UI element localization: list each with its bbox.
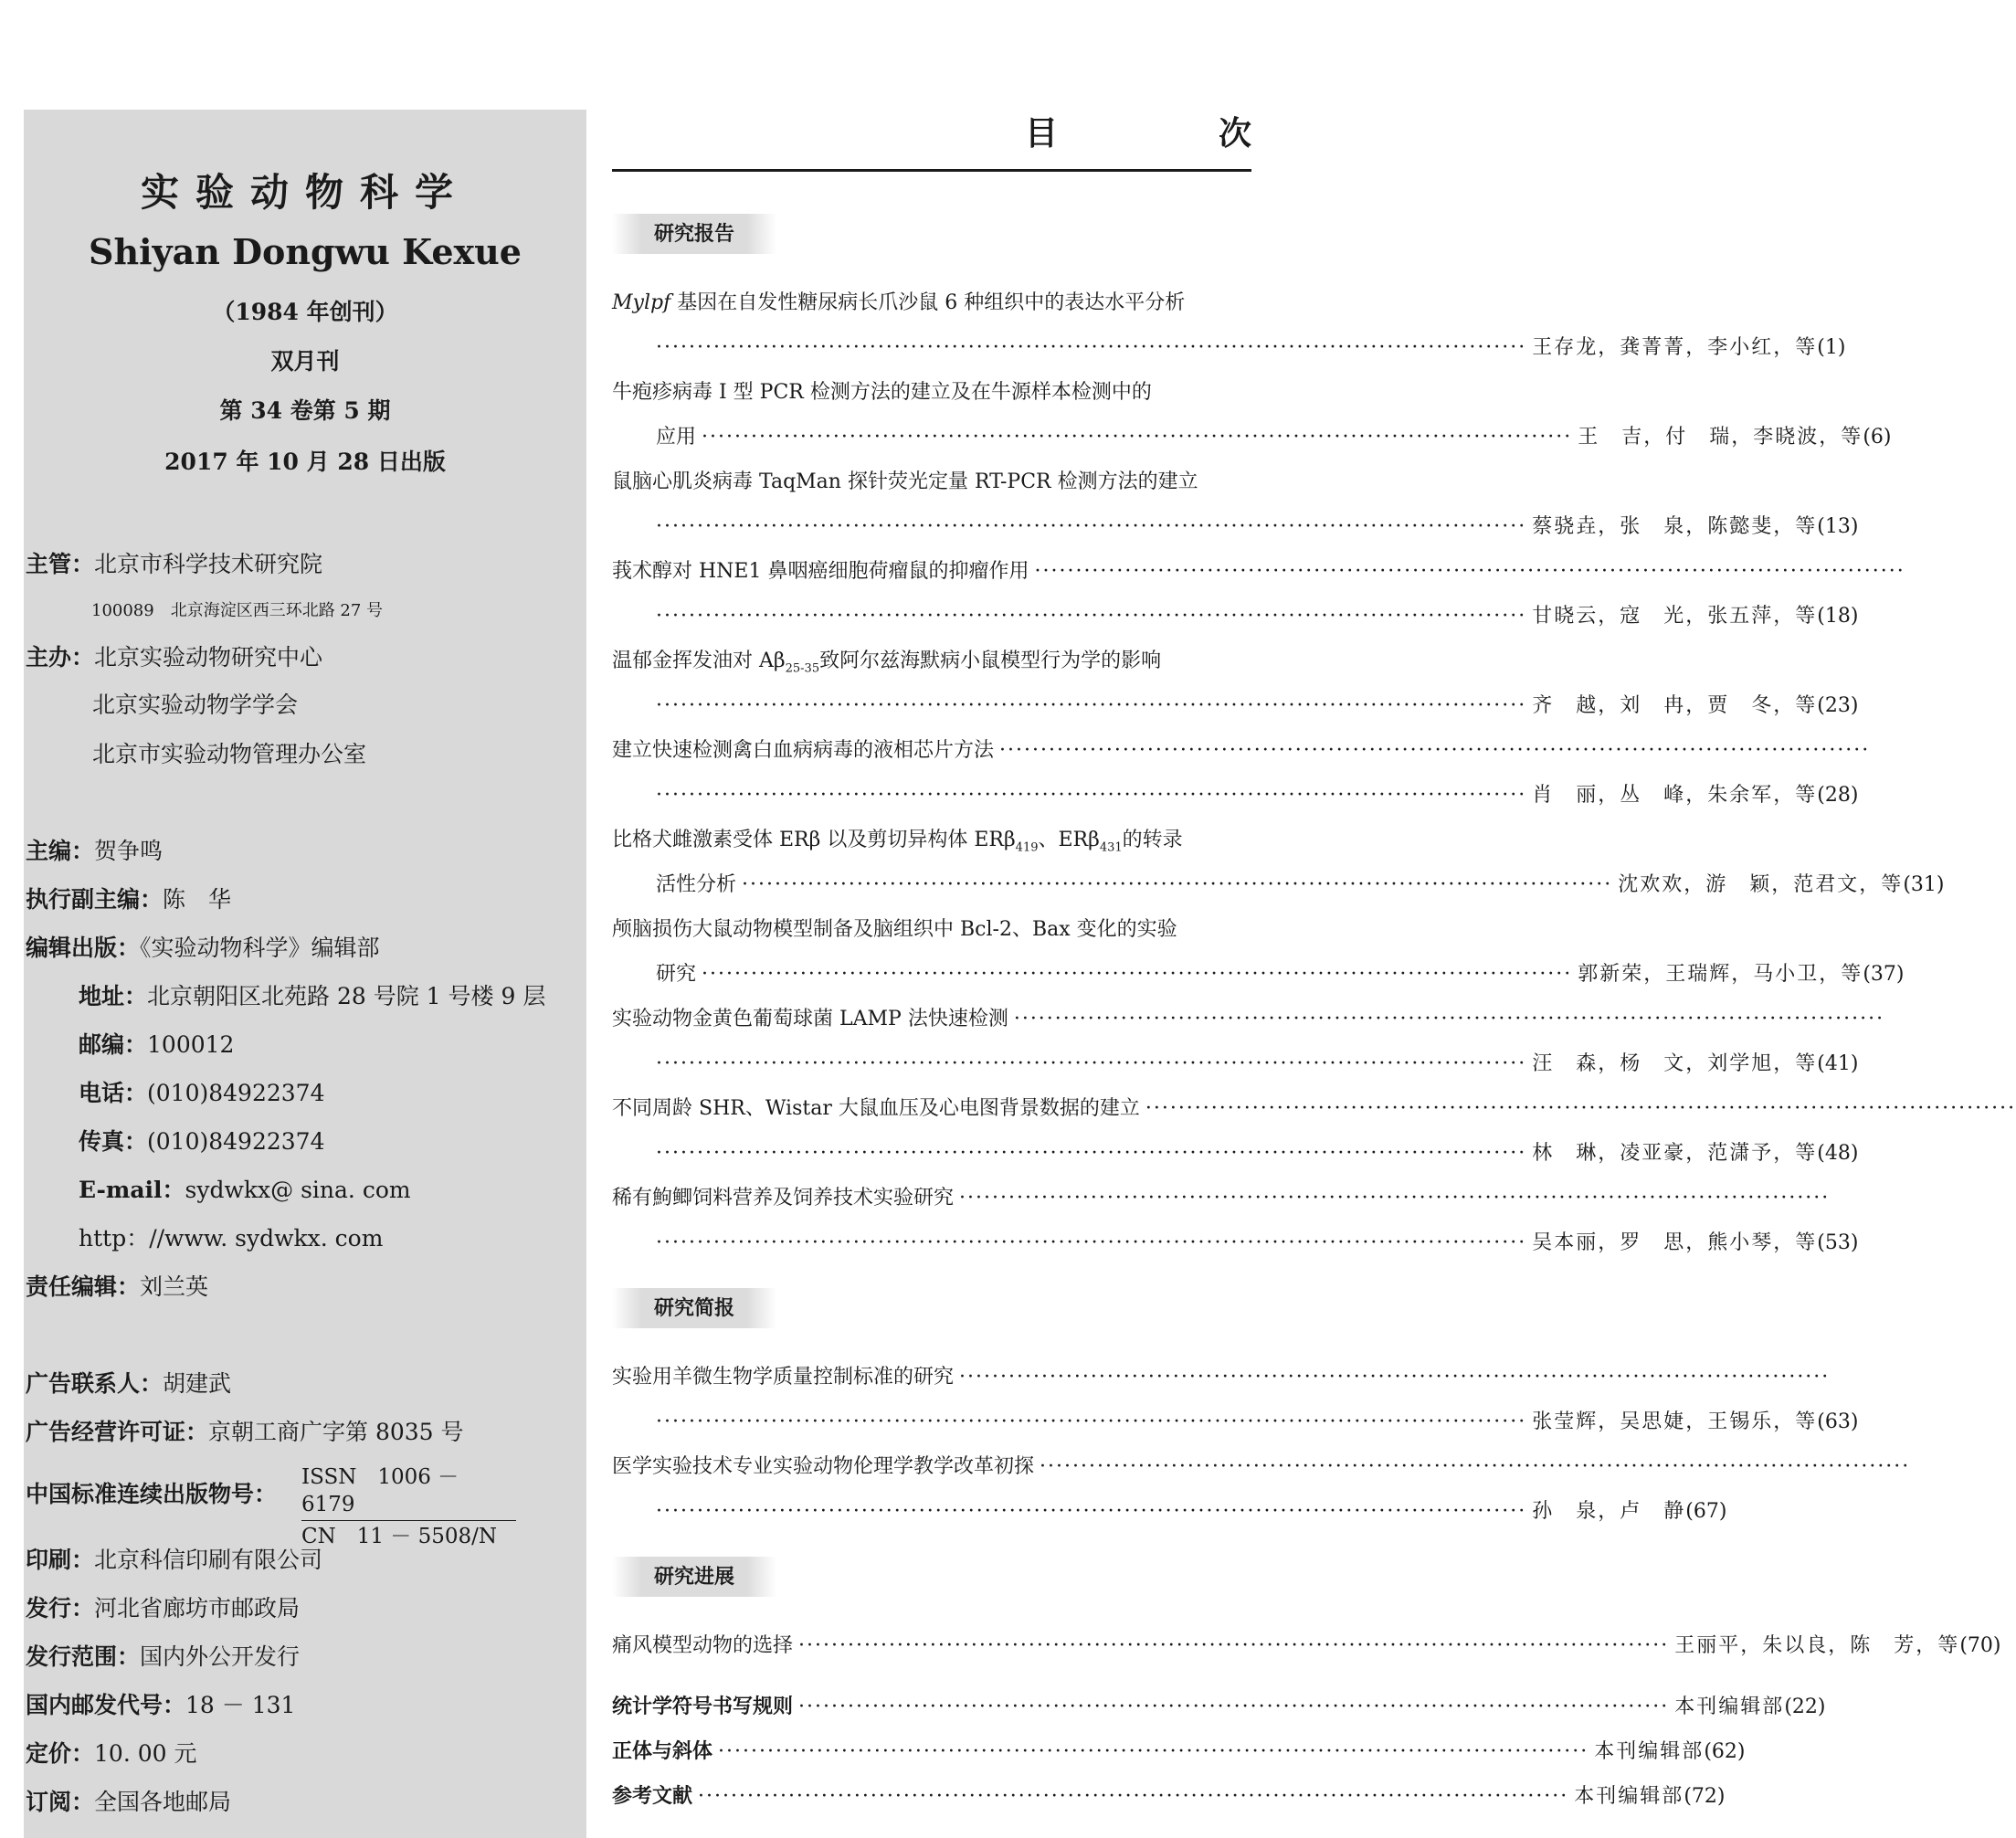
supervisor: 主管：北京市科学技术研究院 [26,551,323,577]
issn-cn-fraction [301,1463,516,1550]
editor-in-chief: 主编：贺争鸣 [26,838,164,864]
sponsor: 主办：北京实验动物研究中心 [26,644,323,671]
email: E-mail：sydwkx@ sina. com [79,1177,411,1203]
phone: 电话：(010)84922374 [79,1080,325,1106]
toc-entry-authors[interactable]: ····· 吴本丽，罗 思，熊小琴，等 (53) [612,1227,1248,1255]
fax: 传真：(010)84922374 [79,1128,325,1155]
toc-divider [612,169,1251,172]
publication-date: 2017 年 10 月 28 日出版 [164,449,446,475]
toc-entry-title[interactable]: 建立快速检测禽白血病病毒的液相芯片方法 ····· [612,734,1248,763]
toc-entry-authors[interactable]: ····· 林 琳，凌亚豪，范潇予，等 (48) [612,1137,1248,1166]
section-reviews: 研究进展 [612,1557,776,1597]
sponsor-2: 北京实验动物学学会 [92,692,299,718]
toc-entry-title[interactable]: Mylpf 基因在自发性糖尿病长爪沙鼠 6 种组织中的表达水平分析 [612,291,1186,314]
toc-entry-title[interactable]: 实验动物金黄色葡萄球菌 LAMP 法快速检测 ····· [612,1003,1248,1031]
toc-entry-authors[interactable]: 研究 ····· 郭新荣，王瑞辉，马小卫，等 (37) [612,958,1248,987]
toc-entry-title[interactable]: 不同周龄 SHR、Wistar 大鼠血压及心电图背景数据的建立 ····· [612,1093,1248,1121]
journal-title: 实验动物科学 [140,170,470,215]
distributor: 发行：河北省廊坊市邮政局 [26,1595,301,1621]
volume-issue: 第 34 卷第 5 期 [219,397,391,424]
toc-entry-title[interactable]: 医学实验技术专业实验动物伦理学教学改革初探 ····· [612,1451,1248,1479]
postal-code: 国内邮发代号：18 － 131 [26,1692,296,1718]
price: 定价：10. 00 元 [26,1740,197,1767]
toc-misc-entry[interactable]: 统计学符号书写规则 ····· 本刊编辑部 (22) [612,1691,1248,1719]
toc-entry-authors[interactable]: ····· 张莹辉，吴思婕，王锡乐，等 (63) [612,1406,1248,1434]
serial-number-label: 中国标准连续出版物号： [26,1481,278,1507]
subscription: 订阅：全国各地邮局 [26,1789,232,1815]
toc-entry-authors[interactable]: ····· 王存龙，龚菁菁，李小红，等 (1) [612,332,1248,360]
toc-entry-authors[interactable]: ····· 蔡骁垚，张 泉，陈懿斐，等 (13) [612,511,1248,539]
toc-entry-authors[interactable]: ····· 甘晓云，寇 光，张五萍，等 (18) [612,600,1248,629]
toc-entry-authors[interactable]: 活性分析 ····· 沈欢欢，游 颖，范君文，等 (31) [612,869,1248,897]
toc-entry-title[interactable]: 痛风模型动物的选择 ····· 王丽平，朱以良，陈 芳，等 (70) [612,1630,1248,1658]
toc-entry-title[interactable]: 牛疱疹病毒 Ⅰ 型 PCR 检测方法的建立及在牛源样本检测中的 [612,381,1152,404]
sponsor-3: 北京市实验动物管理办公室 [92,741,367,767]
distribution-scope: 发行范围：国内外公开发行 [26,1643,301,1670]
address: 地址：北京朝阳区北苑路 28 号院 1 号楼 9 层 [79,983,546,1009]
toc-misc-entry[interactable]: 参考文献 ····· 本刊编辑部 (72) [612,1780,1248,1809]
cn-number: CN 11 － 5508/N [301,1525,498,1548]
section-brief-reports: 研究简报 [612,1288,776,1328]
toc-heading: 目 次 [1024,114,1315,153]
toc-misc-entry[interactable]: 正体与斜体 ····· 本刊编辑部 (62) [612,1736,1248,1764]
frequency: 双月刊 [270,348,340,375]
printer: 印刷：北京科信印刷有限公司 [26,1547,323,1573]
ad-contact: 广告联系人：胡建武 [26,1370,232,1397]
issn: ISSN 1006 － 6179 [301,1463,516,1521]
toc-entry-title[interactable]: 温郁金挥发油对 $A\beta_{25-35}$致阿尔兹海默病小鼠模型行为学的影响 [612,650,1162,676]
toc-entry-authors[interactable]: 应用 ····· 王 吉，付 瑞，李晓波，等 (6) [612,421,1248,449]
section-research-reports: 研究报告 [612,214,776,254]
executive-deputy-editor: 执行副主编：陈 华 [26,886,232,913]
supervisor-address: 100089 北京海淀区西三环北路 27 号 [91,601,384,620]
toc-entry-authors[interactable]: ····· 肖 丽，丛 峰，朱余军，等 (28) [612,779,1248,808]
founded-year: （1984 年创刊） [212,299,398,325]
toc-entry-title[interactable]: 比格犬雌激素受体 ERβ 以及剪切异构体 ERβ$_{419}$、ERβ$_{431}$的转录 [612,829,1183,855]
ad-license: 广告经营许可证：京朝工商广字第 8035 号 [26,1419,464,1445]
responsible-editor: 责任编辑：刘兰英 [26,1273,209,1300]
toc-entry-authors[interactable]: ····· 汪 森，杨 文，刘学旭，等 (41) [612,1048,1248,1076]
zip-code: 邮编：100012 [79,1031,235,1058]
toc-entry-title[interactable]: 稀有鮈鲫饲料营养及饲养技术实验研究 ····· [612,1182,1248,1210]
website: http：//www. sydwkx. com [79,1225,384,1252]
toc-entry-title[interactable]: 实验用羊微生物学质量控制标准的研究 ····· [612,1361,1248,1389]
journal-pinyin: Shiyan Dongwu Kexue [89,231,522,272]
toc-entry-title[interactable]: 鼠脑心肌炎病毒 TaqMan 探针荧光定量 RT-PCR 检测方法的建立 [612,470,1198,493]
toc-entry-authors[interactable]: ····· 齐 越，刘 冉，贾 冬，等 (23) [612,690,1248,718]
toc-entry-title[interactable]: 颅脑损伤大鼠动物模型制备及脑组织中 Bcl-2、Bax 变化的实验 [612,918,1177,941]
toc-entry-title[interactable]: 莪术醇对 HNE1 鼻咽癌细胞荷瘤鼠的抑瘤作用 ····· [612,555,1248,584]
toc-entry-authors[interactable]: ····· 孙 泉，卢 静 (67) [612,1495,1248,1524]
publisher: 编辑出版：《实验动物科学》编辑部 [26,935,380,961]
